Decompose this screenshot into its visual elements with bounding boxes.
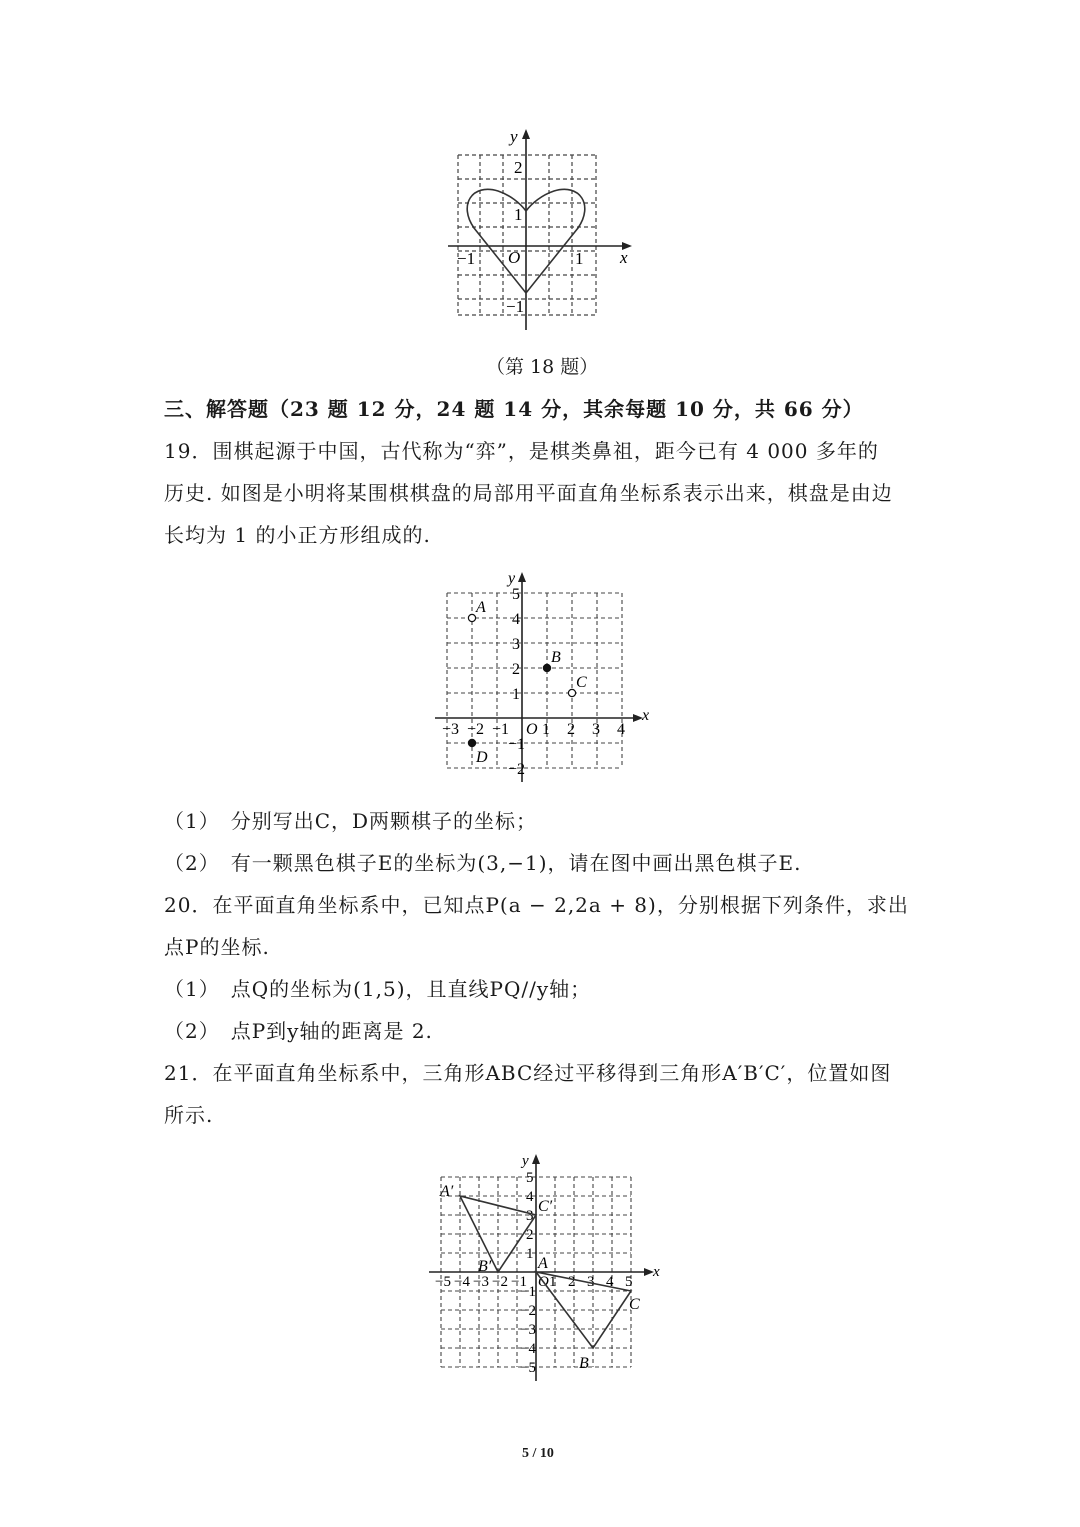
- vertex-label: A′: [440, 1183, 454, 1200]
- y-tick-label: 3: [512, 636, 520, 653]
- point-label-A: A: [476, 599, 486, 616]
- y-tick-label: 2: [512, 661, 520, 678]
- y-tick-pos1: 1: [514, 205, 523, 224]
- q20-sub1: （1） 点Q的坐标为(1,5)，且直线PQ//y轴；: [164, 977, 592, 1001]
- y-axis-label: y: [508, 570, 516, 587]
- translation-figure-svg: [418, 1138, 668, 1388]
- y-axis-arrow: [532, 1154, 540, 1164]
- point-label-D: D: [476, 749, 488, 766]
- x-tick-label: 4: [617, 721, 625, 738]
- q19-sub1: （1） 分别写出C，D两颗棋子的坐标；: [164, 809, 538, 833]
- y-tick-label: −2: [520, 1303, 536, 1319]
- q19-text-line1: 19．围棋起源于中国，古代称为“弈”，是棋类鼻祖，距今已有 4 000 多年的: [164, 439, 879, 463]
- y-tick-label: −2: [508, 761, 526, 778]
- q21-text-line1: 21．在平面直角坐标系中，三角形ABC经过平移得到三角形A′B′C′，位置如图: [164, 1061, 892, 1085]
- origin-label: O: [538, 1274, 549, 1290]
- vertex-label: C: [629, 1296, 640, 1313]
- point-label-B: B: [551, 649, 561, 666]
- y-tick-label: 4: [526, 1189, 534, 1205]
- x-tick-label: 1: [549, 1274, 557, 1290]
- q20-sub2: （2） 点P到y轴的距离是 2.: [164, 1019, 433, 1043]
- go-stone-D: [468, 739, 475, 746]
- vertex-label: A: [538, 1255, 548, 1272]
- q19-sub2: （2） 有一颗黑色棋子E的坐标为(3,−1)，请在图中画出黑色棋子E.: [164, 851, 802, 875]
- y-tick-label: −3: [520, 1322, 536, 1338]
- x-tick-label: −1: [492, 721, 510, 738]
- x-tick-label: −2: [467, 721, 485, 738]
- go-stone-A: [468, 614, 475, 621]
- y-tick-label: 3: [526, 1208, 534, 1224]
- x-tick-label: 2: [568, 1274, 576, 1290]
- y-tick-pos2: 2: [514, 158, 523, 177]
- y-tick-label: 5: [526, 1170, 534, 1186]
- y-tick-label: 1: [526, 1246, 534, 1262]
- figure-18-heart: [440, 125, 640, 340]
- section-heading: 三、解答题（23 题 12 分，24 题 14 分，其余每题 10 分，共 66 分）: [164, 397, 864, 421]
- y-tick-label: −1: [520, 1284, 536, 1300]
- x-tick-label: 3: [592, 721, 600, 738]
- y-axis-label: y: [510, 127, 518, 146]
- go-stone-B: [543, 664, 550, 671]
- x-tick-label: −3: [442, 721, 460, 738]
- x-tick-label: 4: [606, 1274, 614, 1290]
- figure-21-translation: [418, 1138, 668, 1388]
- y-tick-label: 1: [512, 686, 520, 703]
- x-tick-label: −4: [454, 1274, 470, 1290]
- vertex-label: B: [579, 1355, 589, 1372]
- x-tick-label: −5: [435, 1274, 451, 1290]
- x-tick-pos1: 1: [575, 249, 584, 268]
- q21-text-line2: 所示.: [164, 1103, 214, 1127]
- go-board-svg: [425, 560, 655, 790]
- x-tick-label: 1: [542, 721, 550, 738]
- y-tick-label: 2: [526, 1227, 534, 1243]
- y-tick-label: −1: [508, 736, 526, 753]
- y-tick-label: 4: [512, 611, 520, 628]
- y-tick-neg1: −1: [506, 297, 525, 316]
- heart-figure-svg: [440, 125, 640, 340]
- q20-text-line2: 点P的坐标.: [164, 935, 270, 959]
- go-stone-C: [568, 689, 575, 696]
- y-axis-label: y: [522, 1153, 529, 1169]
- q19-text-line3: 长均为 1 的小正方形组成的.: [164, 523, 431, 547]
- q19-text-line2: 历史. 如图是小明将某围棋棋盘的局部用平面直角坐标系表示出来，棋盘是由边: [164, 481, 893, 505]
- y-tick-label: 5: [512, 586, 520, 603]
- x-tick-label: 5: [625, 1274, 633, 1290]
- q20-text-line1: 20．在平面直角坐标系中，已知点P(a − 2,2a + 8)，分别根据下列条件，求出: [164, 893, 909, 917]
- origin-label: O: [526, 721, 538, 738]
- x-tick-label: −1: [511, 1274, 527, 1290]
- y-tick-label: −5: [520, 1360, 536, 1376]
- x-tick-label: −2: [492, 1274, 508, 1290]
- x-axis-label: x: [653, 1264, 660, 1280]
- x-tick-label: 3: [587, 1274, 595, 1290]
- point-label-C: C: [576, 674, 587, 691]
- page-number: 5 / 10: [522, 1446, 554, 1461]
- figure-19-go-board: [425, 560, 655, 790]
- figure-18-caption: （第 18 题）: [486, 356, 599, 378]
- x-tick-label: −3: [473, 1274, 489, 1290]
- vertex-label: C′: [538, 1198, 553, 1215]
- y-tick-label: −4: [520, 1341, 536, 1357]
- origin-label: O: [508, 248, 521, 267]
- x-tick-neg1: −1: [457, 249, 476, 268]
- x-axis-label: x: [620, 248, 628, 267]
- y-axis-arrow: [518, 572, 526, 582]
- x-axis-label: x: [642, 707, 650, 724]
- x-tick-label: 2: [567, 721, 575, 738]
- vertex-label: B′: [478, 1258, 492, 1275]
